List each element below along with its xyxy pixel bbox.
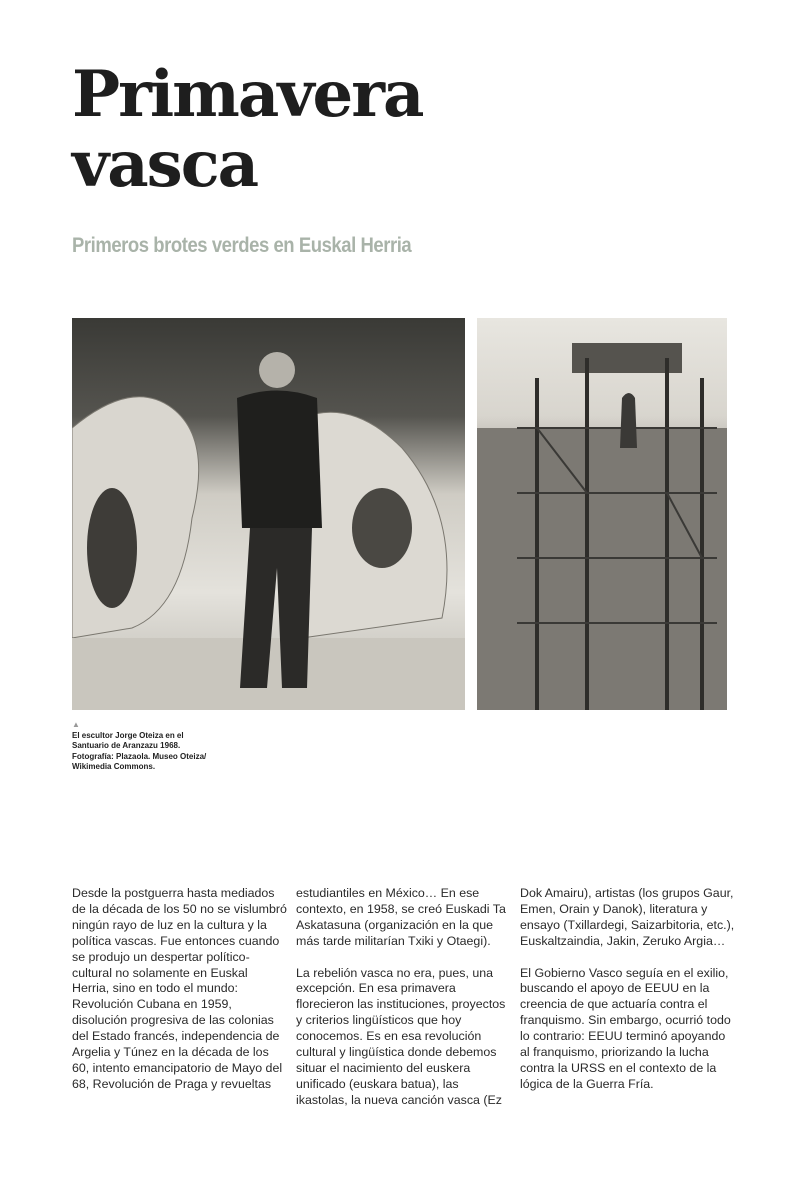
- paragraph: estudiantiles en México… En ese contexto, en 1958, se creó Euskadi Ta Askatasuna (organización en la que más tarde militarían Txiki y Otaegi).: [296, 886, 506, 948]
- paragraph: La rebelión vasca no era, pues, una excepción. En esa primavera florecieron las instituciones, proyectos y criterios lingüísticos que hoy conocemos. Es en esa revolución cultural y lingüística donde debemos situar el nacimiento del euskera unificado (euskara batua), las ikastolas, la nueva canción vasca (Ez: [296, 965, 506, 1107]
- paragraph: Desde la postguerra hasta mediados de la década de los 50 no se vislumbró ningún rayo de luz en la cultura y la política vascas. Fue entonces cuando se produjo un despertar político-cultural no solamente en Euskal Herria, sino en todo el mundo: Revolución Cubana en 1959, disolución progresiva de las colonias del Estado francés, independencia de Argelia y Túnez en la década de los 60, intento emancipatorio de Mayo del 68, Revolución de Praga y revueltas: [72, 886, 287, 1091]
- paragraph: Dok Amairu), artistas (los grupos Gaur, Emen, Orain y Danok), literatura y ensayo (Txillardegi, Saizarbitoria, etc.), Euskaltzaindia, Jakin, Zeruko Argia…: [520, 886, 735, 948]
- photo-oteiza-sculptor: [72, 318, 465, 710]
- photo-aranzazu-scaffolding: [477, 318, 727, 710]
- title-line-1: Primavera: [72, 57, 423, 132]
- text-column-3: [520, 886, 735, 1109]
- paragraph: El Gobierno Vasco seguía en el exilio, buscando el apoyo de EEUU en la creencia de que actuaría contra el franquismo. Sin embargo, ocurrió todo lo contrario: EEUU terminó apoyando al franquismo, priorizando la lucha contra la URSS en el contexto de la lógica de la Guerra Fría.: [520, 965, 731, 1091]
- caption-line: Wikimedia Commons.: [72, 762, 156, 771]
- title-line-2: vasca: [72, 127, 258, 202]
- text-column-2: [296, 886, 511, 1125]
- subtitle: Primeros brotes verdes en Euskal Herria: [72, 234, 412, 257]
- text-column-1: [72, 886, 287, 1109]
- page-title: [72, 57, 423, 202]
- caption-line: El escultor Jorge Oteiza en el: [72, 730, 184, 740]
- caption-marker-icon: ▲: [72, 720, 80, 729]
- caption-line: Fotografía: Plazaola. Museo Oteiza/: [72, 751, 207, 761]
- photo-caption: [72, 720, 252, 773]
- caption-line: Santuario de Aranzazu 1968.: [72, 741, 181, 750]
